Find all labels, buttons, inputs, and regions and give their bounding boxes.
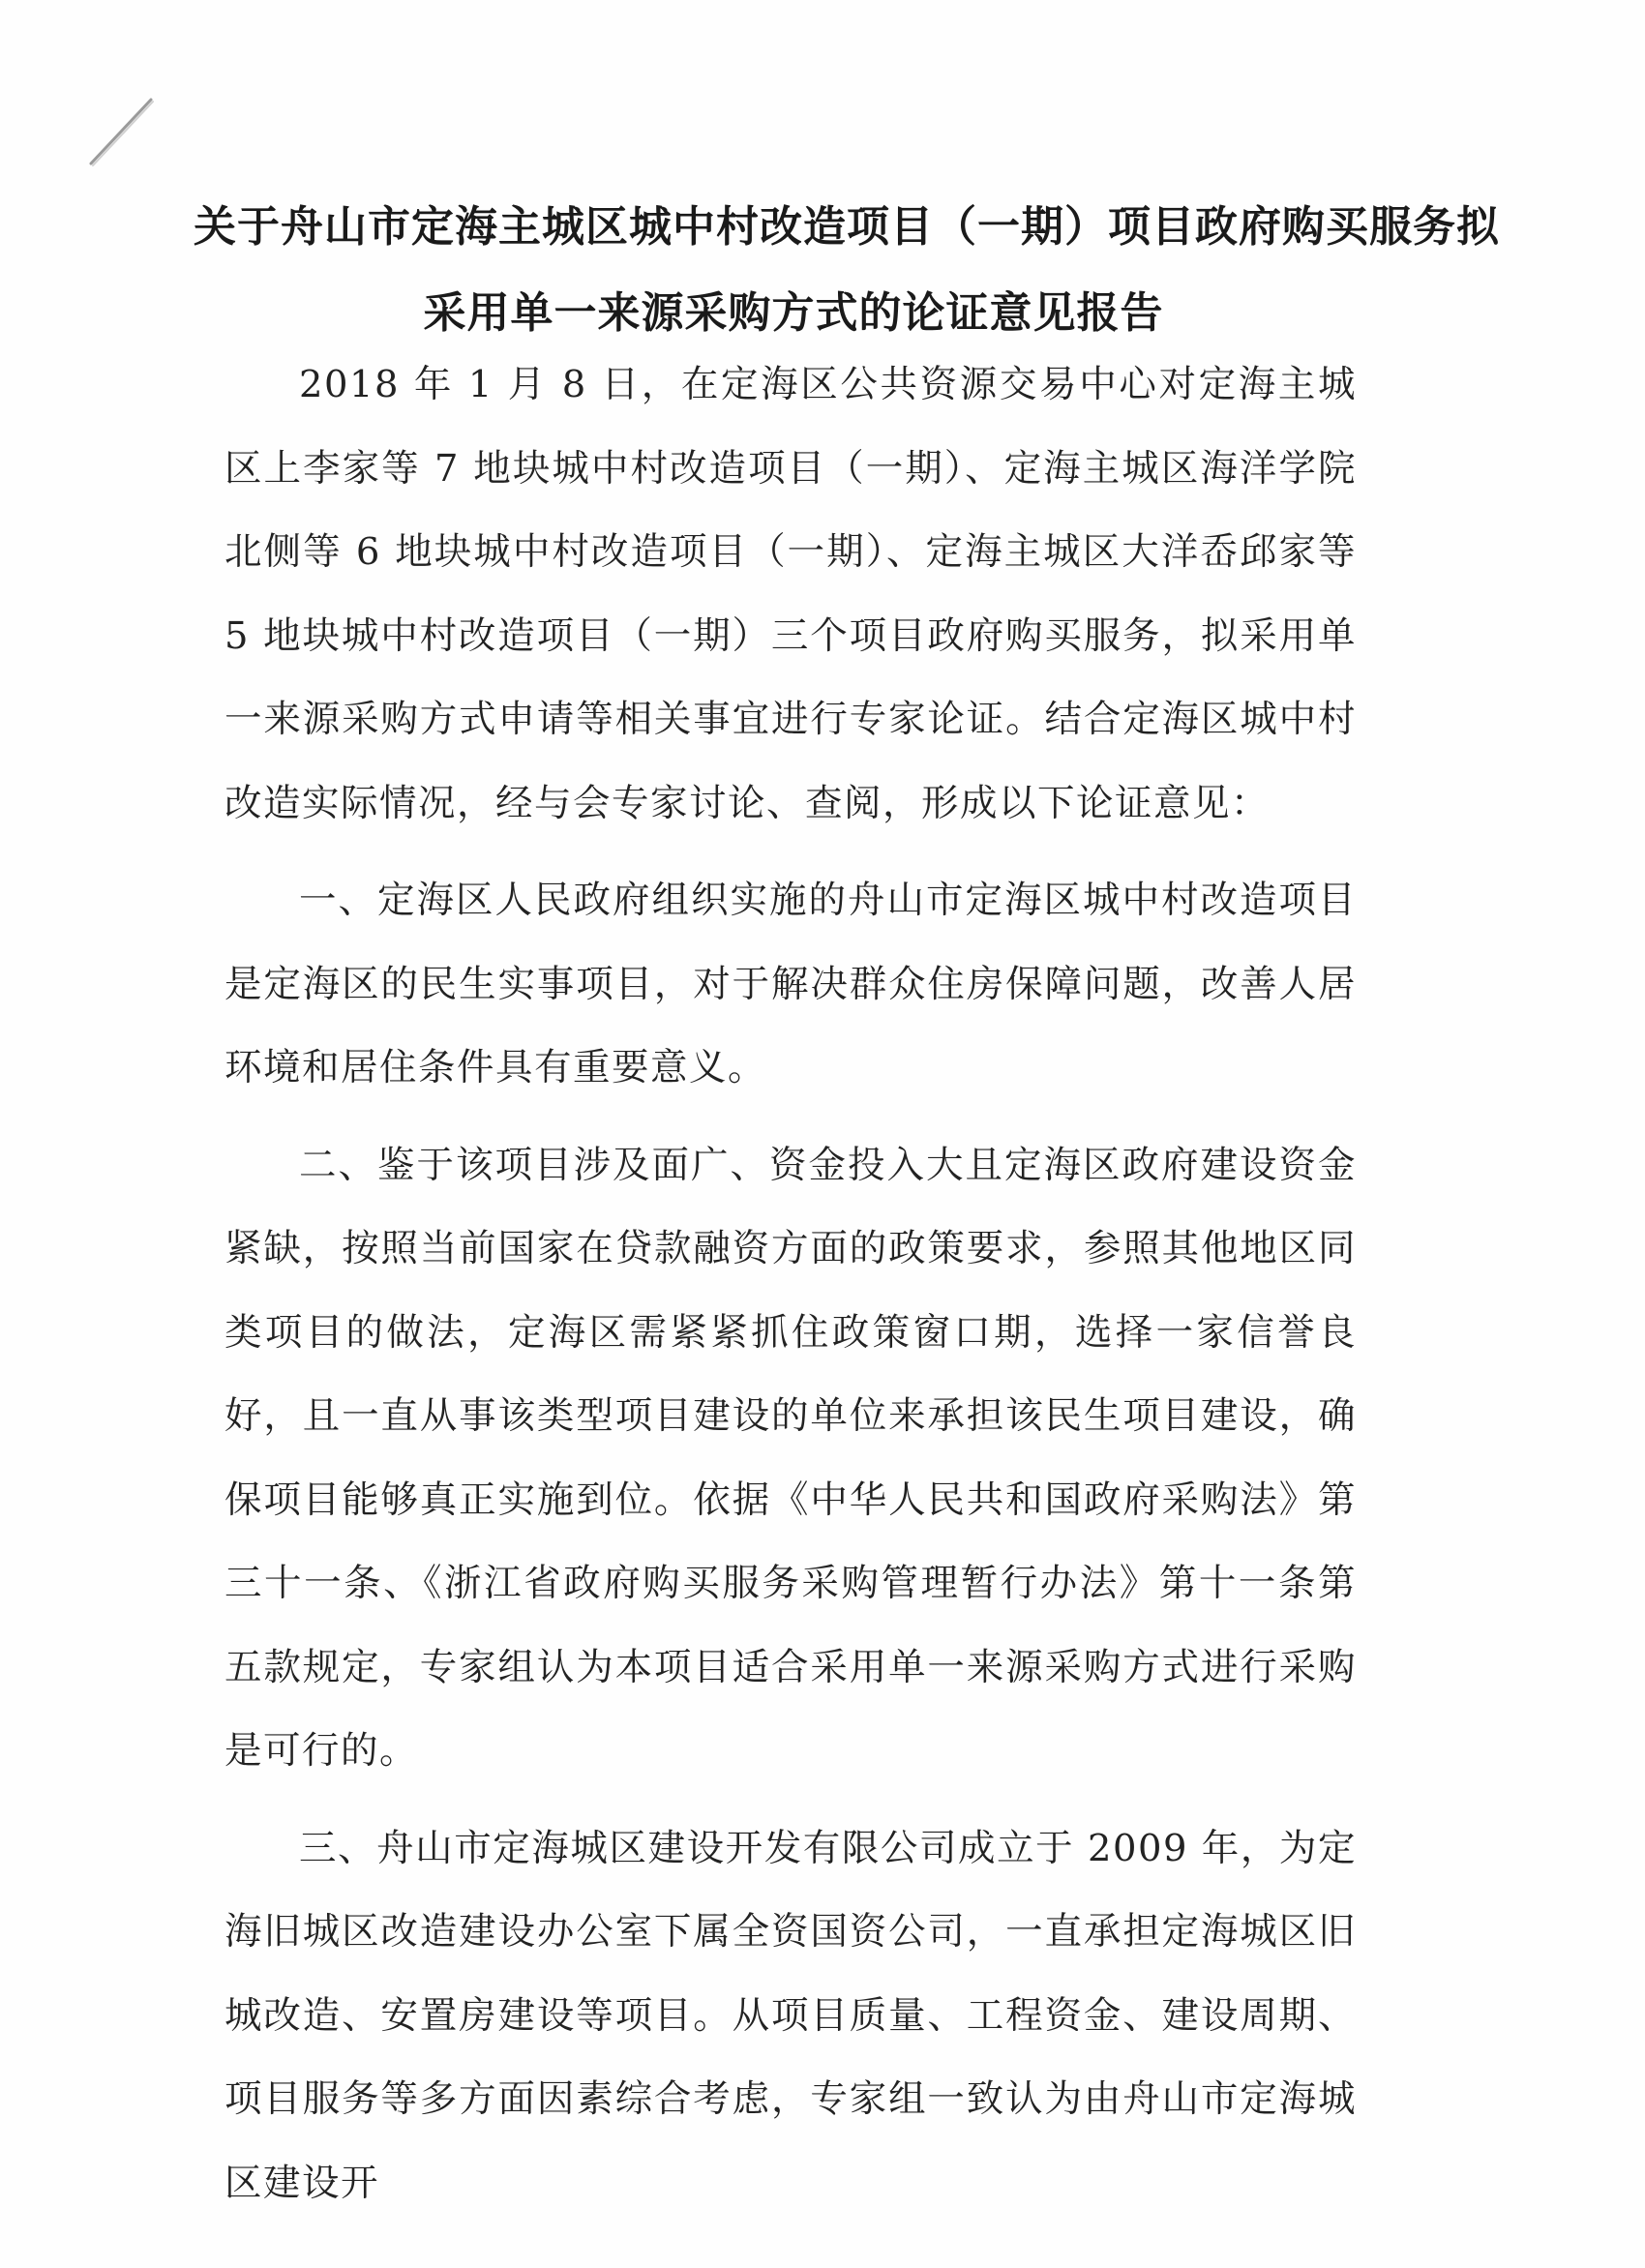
- document-title-line1: 关于舟山市定海主城区城中村改造项目（一期）项目政府购买服务拟: [194, 202, 1500, 252]
- paragraph-point-2: 二、鉴于该项目涉及面广、资金投入大且定海区政府建设资金紧缺，按照当前国家在贷款融资方面的政策要求，参照其他地区同类项目的做法，定海区需紧紧抓住政策窗口期，选择一家信誉良好，且一直从事该类型项目建设的单位来承担该民生项目建设，确保项目能够真正实施到位。依据《中华人民共和国政府采购法》第三十一条、《浙江省政府购买服务采购管理暂行办法》第十一条第五款规定，专家组认为本项目适合采用单一来源采购方式进行采购是可行的。: [224, 1143, 1357, 1773]
- scan-mark: [85, 92, 192, 169]
- document-title-line2: 采用单一来源采购方式的论证意见报告: [423, 288, 1164, 338]
- document-body: [224, 343, 1357, 2225]
- paragraph-point-3: 三、舟山市定海城区建设开发有限公司成立于 2009 年，为定海旧城区改造建设办公室下属全资国资公司，一直承担定海城区旧城改造、安置房建设等项目。从项目质量、工程资金、建设周期、项目服务等多方面因素综合考虑，专家组一致认为由舟山市定海城区建设开: [224, 1826, 1357, 2205]
- paragraph-intro: 2018 年 1 月 8 日，在定海区公共资源交易中心对定海主城区上李家等 7 地块城中村改造项目（一期）、定海主城区海洋学院北侧等 6 地块城中村改造项目（一期）、定海主城区大洋岙邱家等 5 地块城中村改造项目（一期）三个项目政府购买服务，拟采用单一来源采购方式申请等相关事宜进行专家论证。结合定海区城中村改造实际情况，经与会专家讨论、查阅，形成以下论证意见：: [224, 363, 1357, 825]
- paragraph-point-1: 一、定海区人民政府组织实施的舟山市定海区城中村改造项目是定海区的民生实事项目，对于解决群众住房保障问题，改善人居环境和居住条件具有重要意义。: [224, 879, 1357, 1089]
